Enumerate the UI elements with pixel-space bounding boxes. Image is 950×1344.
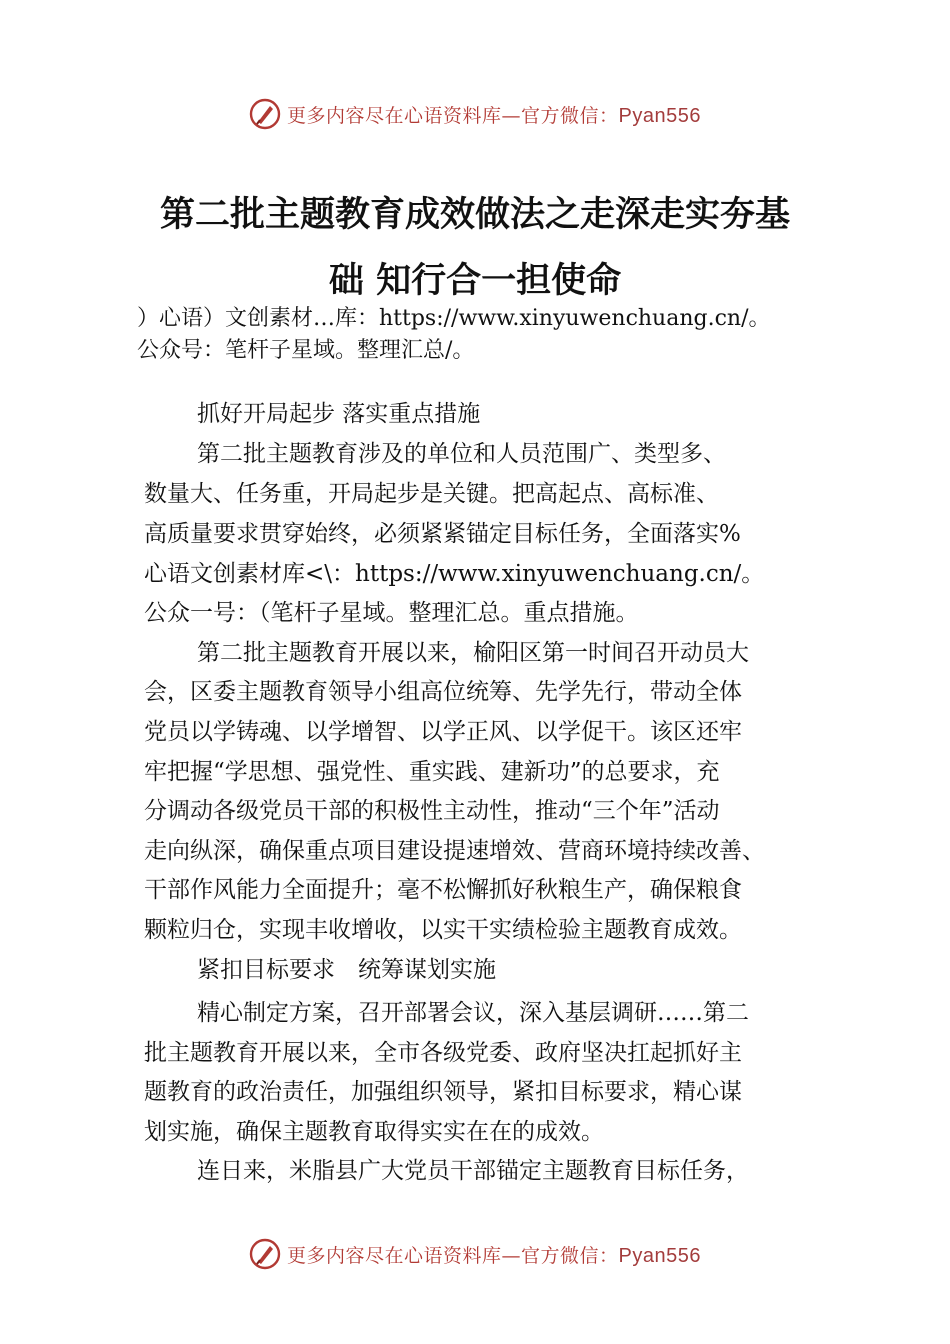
section-heading-1: 抓好开局起步 落实重点措施: [197, 401, 481, 427]
header-brand-text: 更多内容尽在心语资料库—官方微信：Pyan556: [287, 104, 701, 127]
watermark-line1: ）心语）文创素材…库：https://www.xinyuwenchuang.cn/。: [137, 306, 771, 331]
body-line: 分调动各级党员干部的积极性主动性，推动“三个年”活动: [144, 798, 720, 824]
document-title-line2: 础 知行合一担使命: [328, 261, 622, 301]
body-line: 划实施，确保主题教育取得实实在在的成效。: [144, 1119, 604, 1145]
body-line: 走向纵深，确保重点项目建设提速增效、营商环境持续改善、: [144, 838, 765, 864]
body-line: 干部作风能力全面提升；毫不松懈抓好秋粮生产，确保粮食: [144, 877, 742, 903]
quill-logo-icon: [249, 1238, 281, 1270]
body-line: 第二批主题教育涉及的单位和人员范围广、类型多、: [197, 441, 726, 467]
footer-brand: [0, 1236, 950, 1272]
body-line: 高质量要求贯穿始终，必须紧紧锚定目标任务，全面落实%: [144, 521, 741, 547]
header-wechat-id: Pyan556: [618, 104, 701, 127]
body-line: 题教育的政治责任，加强组织领导，紧扣目标要求，精心谋: [144, 1079, 742, 1105]
document-title-line1: 第二批主题教育成效做法之走深走实夯基: [159, 195, 790, 235]
body-line: 会，区委主题教育领导小组高位统筹、先学先行，带动全体: [144, 679, 742, 705]
body-line: 公众一号：（笔杆子星域。整理汇总。重点措施。: [144, 600, 639, 626]
quill-logo-icon: [249, 98, 281, 130]
watermark-line2: 公众号：笔杆子星域。整理汇总/。: [137, 338, 475, 363]
body-line: 牢把握“学思想、强党性、重实践、建新功”的总要求，充: [144, 759, 720, 785]
body-line: 批主题教育开展以来，全市各级党委、政府坚决扛起抓好主: [144, 1040, 742, 1066]
body-line: 第二批主题教育开展以来，榆阳区第一时间召开动员大: [197, 640, 749, 666]
body-line: 党员以学铸魂、以学增智、以学正风、以学促干。该区还牢: [144, 719, 742, 745]
header-brand: [0, 96, 950, 132]
section-heading-2: 紧扣目标要求 统筹谋划实施: [197, 957, 496, 983]
body-line: 心语文创素材库<\：https://www.xinyuwenchuang.cn/。: [144, 561, 765, 587]
footer-brand-text: 更多内容尽在心语资料库—官方微信：Pyan556: [287, 1244, 701, 1267]
body-line: 精心制定方案，召开部署会议，深入基层调研……第二: [197, 1000, 749, 1026]
body-line: 颗粒归仓，实现丰收增收，以实干实绩检验主题教育成效。: [144, 917, 742, 943]
footer-wechat-id: Pyan556: [618, 1244, 701, 1267]
body-line: 连日来，米脂县广大党员干部锚定主题教育目标任务，: [197, 1158, 749, 1184]
body-line: 数量大、任务重，开局起步是关键。把高起点、高标准、: [144, 481, 719, 507]
